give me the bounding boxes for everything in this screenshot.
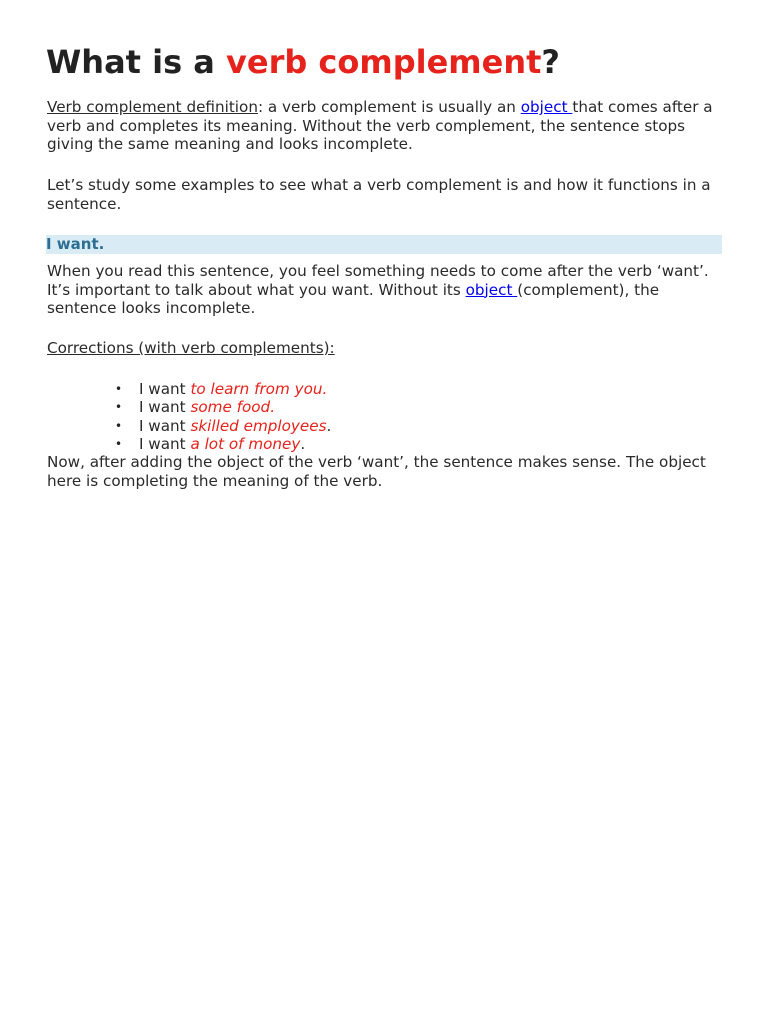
- bullet-icon: •: [115, 400, 123, 415]
- example-heading-bar: [46, 235, 722, 254]
- explanation-text-before-link: When you read this sentence, you feel something needs to come after the verb ‘want’. It’s important to talk about what you want. Without its: [47, 262, 709, 299]
- bullet-icon: •: [115, 436, 123, 451]
- explanation-text-after-link: (complement), the sentence looks incomplete.: [47, 280, 660, 317]
- explanation-paragraph: [47, 262, 727, 318]
- list-item-lead: I want: [139, 434, 191, 453]
- page-title: [46, 40, 560, 84]
- title-prefix: What is a: [46, 43, 226, 81]
- corrections-heading: Corrections (with verb complements):: [47, 339, 335, 357]
- list-item: [115, 416, 332, 435]
- list-item-complement: some food.: [190, 398, 276, 417]
- list-item-complement: to learn from you.: [190, 380, 328, 398]
- list-item-lead: I want: [139, 380, 191, 398]
- list-item: [115, 380, 331, 398]
- list-item-tail: .: [326, 416, 332, 435]
- corrections-list: [115, 380, 332, 453]
- example-heading: I want.: [46, 235, 105, 253]
- title-suffix: ?: [541, 43, 560, 81]
- object-link[interactable]: object: [520, 98, 573, 116]
- definition-text-before-link: : a verb complement is usually an: [257, 98, 521, 116]
- definition-text-after-link: that comes after a verb and completes its meaning. Without the verb complement, the sentence stops giving the same meaning and looks incomplete.: [47, 98, 713, 153]
- title-highlight: verb complement: [226, 43, 542, 81]
- list-item-lead: I want: [139, 398, 191, 417]
- list-item-tail: .: [300, 434, 306, 453]
- object-link-2[interactable]: object: [465, 280, 518, 299]
- list-item: [115, 398, 331, 417]
- list-item-lead: I want: [139, 416, 191, 435]
- list-item-complement: a lot of money: [190, 434, 301, 453]
- list-item: [115, 434, 331, 453]
- bullet-icon: •: [115, 418, 123, 433]
- definition-paragraph: [47, 98, 727, 154]
- conclusion-paragraph: Now, after adding the object of the verb ‘want’, the sentence makes sense. The object here is completing the meaning of the verb.: [47, 453, 706, 490]
- list-item-complement: skilled employees: [190, 416, 327, 435]
- bullet-icon: •: [115, 382, 123, 396]
- definition-term: Verb complement definition: [47, 98, 258, 116]
- intro-paragraph: Let’s study some examples to see what a verb complement is and how it functions in a sentence.: [47, 176, 711, 213]
